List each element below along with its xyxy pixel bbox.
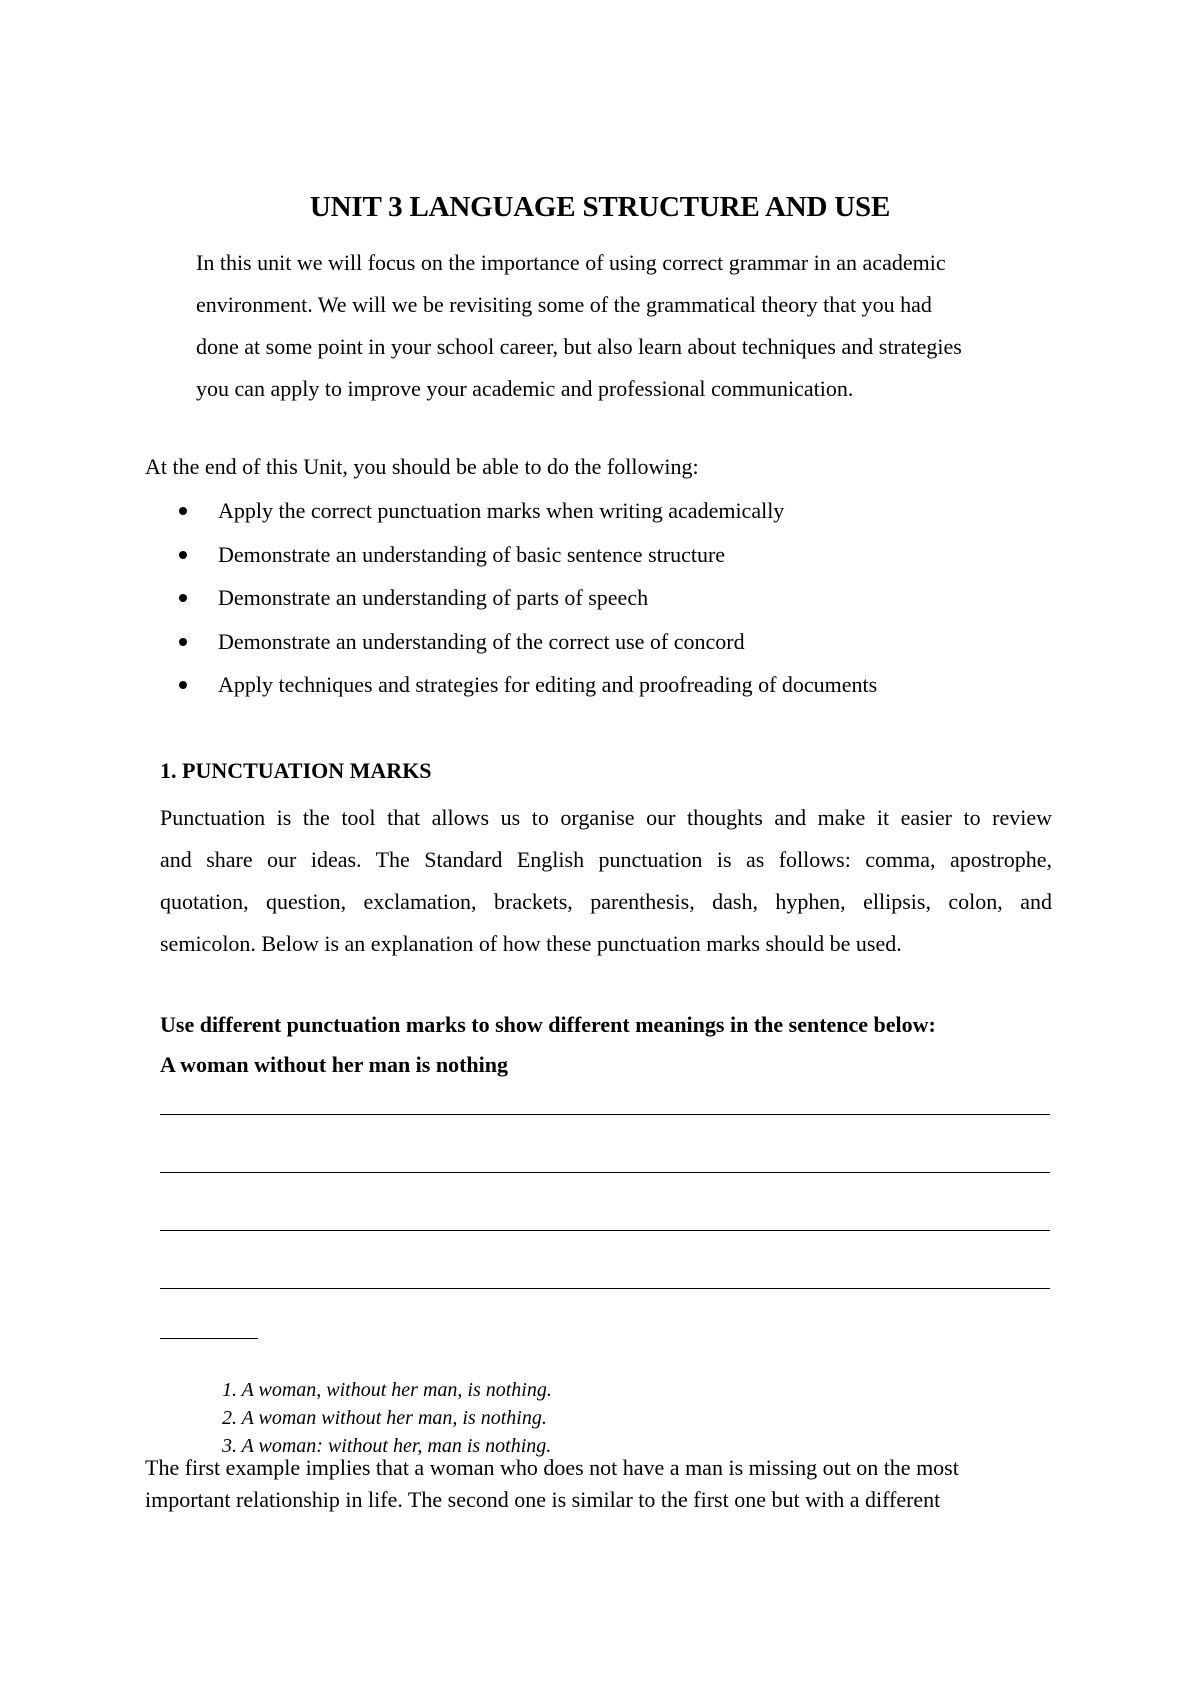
section-paragraph bbox=[160, 797, 1052, 965]
bullet-icon bbox=[179, 681, 187, 689]
examples-list bbox=[222, 1376, 552, 1460]
objectives-list bbox=[176, 496, 877, 714]
example-item: 2. A woman without her man, is nothing. bbox=[222, 1407, 547, 1429]
objectives-lead: At the end of this Unit, you should be able to do the following: bbox=[145, 454, 699, 479]
objective-text: Demonstrate an understanding of the correct use of concord bbox=[218, 628, 745, 654]
objective-item bbox=[176, 540, 877, 584]
closing-line: The first example implies that a woman who does not have a man is missing out on the most bbox=[145, 1455, 959, 1480]
bullet-icon bbox=[179, 638, 187, 646]
objective-item bbox=[176, 583, 877, 627]
intro-line: environment. We will we be revisiting some of the grammatical theory that you had bbox=[196, 292, 932, 317]
bullet-icon bbox=[179, 507, 187, 515]
paragraph-line: semicolon. Below is an explanation of how these punctuation marks should be used. bbox=[160, 931, 902, 956]
objective-item bbox=[176, 670, 877, 714]
intro-line: you can apply to improve your academic and professional communication. bbox=[196, 376, 854, 401]
paragraph-line: Punctuation is the tool that allows us to organise our thoughts and make it easier to review bbox=[160, 805, 1052, 830]
answer-line[interactable] bbox=[160, 1114, 1050, 1115]
intro-line: done at some point in your school career, but also learn about techniques and strategies bbox=[196, 334, 962, 359]
paragraph-line: and share our ideas. The Standard English punctuation is as follows: comma, apostrophe, bbox=[160, 847, 1052, 872]
objective-text: Demonstrate an understanding of parts of speech bbox=[218, 585, 649, 610]
objective-item bbox=[176, 627, 877, 671]
answer-line[interactable] bbox=[160, 1172, 1050, 1173]
intro-line: In this unit we will focus on the importance of using correct grammar in an academic bbox=[196, 250, 946, 275]
bullet-icon bbox=[179, 551, 187, 559]
unit-title: UNIT 3 LANGUAGE STRUCTURE AND USE bbox=[309, 191, 891, 223]
example-item: 1. A woman, without her man, is nothing. bbox=[222, 1379, 552, 1401]
objective-text: Apply techniques and strategies for editing and proofreading of documents bbox=[218, 672, 878, 697]
closing-paragraph bbox=[145, 1452, 1057, 1516]
answer-line[interactable] bbox=[160, 1288, 1050, 1289]
objective-item bbox=[176, 496, 877, 540]
task-instruction: Use different punctuation marks to show different meanings in the sentence below: bbox=[160, 1012, 936, 1037]
answer-line[interactable] bbox=[160, 1338, 258, 1339]
intro-paragraph bbox=[196, 242, 1056, 410]
answer-line[interactable] bbox=[160, 1230, 1050, 1231]
objective-text: Demonstrate an understanding of basic sentence structure bbox=[218, 541, 726, 567]
task-sentence: A woman without her man is nothing bbox=[160, 1052, 508, 1077]
bullet-icon bbox=[179, 594, 187, 602]
example-item: 3. A woman: without her, man is nothing. bbox=[222, 1435, 552, 1457]
section-heading: 1. PUNCTUATION MARKS bbox=[160, 758, 432, 783]
closing-line: important relationship in life. The second one is similar to the first one but with a different bbox=[145, 1487, 941, 1512]
objective-text: Apply the correct punctuation marks when writing academically bbox=[218, 498, 785, 523]
paragraph-line: quotation, question, exclamation, brackets, parenthesis, dash, hyphen, ellipsis, colon, and bbox=[160, 889, 1052, 914]
